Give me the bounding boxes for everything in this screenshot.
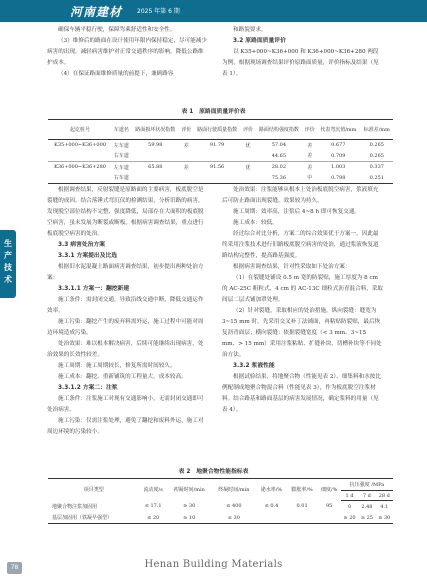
table1-row — [48, 140, 393, 151]
table1-cell: 57.04 — [271, 142, 287, 149]
page-number: 78 — [7, 562, 22, 574]
paragraph: 以 K35+000~K36+000 和 K36+000~K36+280 两段为例，根据现场调查结果评价原路面质量，评价指标及结果（见表 1）。 — [222, 49, 379, 77]
paragraph: 根据试验结果，将地聚合物（性能见表 2）、细集料和水按比例配制成地聚合物混合料（性能见表 3），作为板底脱空注浆材料。结合路基和路面基层的病害发展情况，确定浆料的用量（见表 4）。 — [222, 374, 381, 413]
table1-cell — [48, 151, 112, 162]
table1-cell: 91.56 — [192, 162, 241, 173]
table1-header: 路面损坏状况指数 — [131, 120, 180, 140]
paragraph: 处治效果：难以根本解决病害，后续可能继续出现病害，处治效果的长效性较差。 — [47, 341, 204, 358]
table1-cell — [180, 173, 192, 184]
table2-cell: ≥ 30 — [183, 503, 196, 510]
table2-row — [48, 501, 393, 513]
table2-age-header: 1 d — [341, 491, 358, 501]
table1-header: 车道名 — [112, 120, 131, 140]
table2-cell: 2.48 — [361, 503, 373, 510]
table1-row — [48, 162, 393, 173]
table2-cell: ≥ 10 — [167, 512, 212, 524]
table2-cell: ≤ 17.1 — [144, 503, 162, 510]
table2-caption: 表 2 地聚合物性能指标表 — [178, 469, 249, 475]
table1-header: 代表弯沉值/mm — [316, 120, 361, 140]
table1-cell: 差 — [304, 162, 316, 173]
table2-cell: 基层加固用（铁凝早强型） — [48, 512, 139, 524]
table1-cell: 1.003 — [316, 162, 361, 173]
table1-cell: 59.98 — [148, 142, 163, 149]
table1-header: 评价 — [304, 120, 316, 140]
table1-cell: 优 — [242, 162, 254, 173]
paragraph: 施工周期：施工周期较长，修复所需时间较久。 — [58, 363, 176, 369]
table1-cell — [242, 151, 254, 162]
table1-cell — [242, 173, 254, 184]
paragraph: 处治效果：注浆能够从根本上处治板底脱空病害，浆液填充后可防止路面出现裂缝，效果较为持久。 — [222, 187, 379, 204]
table1-cell: 差 — [307, 153, 313, 160]
table1-header: 评价 — [180, 120, 192, 140]
table2-row — [48, 512, 393, 524]
paragraph: （3）维修后的路面在设计使用年限内保持稳定，尽可能减少病害的出现，减轻病害维护对正常交通秩序的影响，降低公路维护成本。 — [47, 38, 207, 66]
table2-cell: 0 — [347, 503, 352, 510]
section-heading: 3.3.1 方案提出及比选 — [58, 253, 118, 259]
paragraph: （4）在保证路面维修质量的前提下，兼顾路容 — [58, 71, 174, 77]
table1-row — [48, 151, 393, 162]
journal-header — [0, 0, 427, 22]
table2-header: 流动度/s — [139, 479, 167, 501]
table2-cell: ≤ 30 — [212, 512, 257, 524]
side-tab-char: 产 — [4, 251, 12, 260]
table2 — [48, 478, 393, 524]
table2-cell: 4.1 — [380, 503, 389, 510]
table1-cell: 左车道 — [112, 162, 131, 173]
table1-caption: 表 1 原路面质量评价表 — [181, 109, 246, 115]
table1-cell: 44.65 — [271, 152, 287, 159]
table1-cell: 28.02 — [254, 162, 303, 173]
table2-header: 抗压强度 /MPa — [341, 479, 393, 491]
paragraph: 施工成本：翻挖、重新铺筑的工程量大，成本较高。 — [58, 374, 187, 380]
table2-cell: ≥ 25 — [358, 512, 375, 524]
table2-cell: 0.01 — [296, 503, 308, 510]
table2-cell: ≤ 20 — [139, 512, 167, 524]
section-heading: 3.3.2 浆液性能 — [233, 363, 275, 369]
table2-header: 项目类型 — [48, 479, 139, 501]
paragraph: （1）在裂缝处铺设 0.5 m 宽的防裂贴，施工厚度为 8 cm 的 AC-25C 粗粒式、4 cm 的 AC-13C 细粒式沥青混合料，采取间层二层式铺加罩处理。 — [222, 275, 383, 303]
table2-header: 初凝时间/min — [167, 479, 212, 501]
table1-row — [48, 173, 393, 184]
table1-cell: 中 — [304, 173, 316, 184]
paragraph: （2）针对裂缝，采取相应的处治措施。纵向裂缝：缝宽为 3~15 mm 时，先采用交叉补丁法铺面，再粘贴防裂贴，最后恢复沥青面层；横向裂缝：依据裂缝宽度（< 3 mm、3~15 mm、> 15 mm）采用注浆粘贴、扩缝补块、切槽补块等不同处治方法。 — [222, 308, 382, 358]
paragraph: 施工污染：翻挖产生的废弃料需外运，施工过程中可能对周边环境造成污染。 — [47, 319, 204, 336]
table1-cell: K36+000~K36+280 — [48, 162, 112, 173]
column-left-top — [47, 25, 209, 80]
table1-cell: 0.265 — [369, 152, 384, 159]
table2-cell — [317, 512, 340, 524]
side-tab-char: 生 — [4, 239, 12, 248]
table1-cell: 75.36 — [254, 173, 303, 184]
section-heading: 3.2 原路面质量评价 — [233, 38, 286, 44]
table1-cell: 0.265 — [369, 142, 384, 149]
table1-header: 路面行驶质量指数 — [192, 120, 241, 140]
table1-cell: 差 — [180, 162, 192, 173]
section-heading: 3.3 病害处治方案 — [58, 242, 106, 248]
table2-cell: ≥ 30 — [376, 512, 393, 524]
table2-header: 膨胀率/% — [287, 479, 318, 501]
side-tab-char: 术 — [4, 275, 12, 284]
table1-cell — [192, 151, 241, 162]
table1-cell: 0.709 — [331, 152, 346, 159]
table1-cell: 0.677 — [331, 142, 346, 149]
table2-cell: ≥ 20 — [341, 512, 358, 524]
table1-header: 起讫桩号 — [48, 120, 112, 140]
table2-age-header: 28 d — [376, 491, 393, 501]
paragraph: 施工条件：需封闭交通，导致沿线交通中断，降低交通运作效率。 — [47, 297, 204, 314]
paragraph: 施工周期：效率高，注浆后 4~8 h 即可恢复交通。 — [233, 209, 361, 215]
table1-cell: 91.79 — [209, 142, 225, 149]
paragraph: 施工污染：仅需注浆处理，避免了翻挖和废料外运，施工对周边环境的污染较小。 — [47, 418, 204, 435]
footer-journal-name: Henan Building Materials — [144, 559, 283, 570]
table1-header: 标准差/mm — [361, 120, 393, 140]
paragraph: 根据调查结果，反射裂缝是原路面的主要病害，板底脱空是裂缝的成因。结合落锤式弯沉仪的检测结果，分析旧路的病害，发现脱空部位结构不完整、强度降低，局部存在大面积的板底脱空病害，虽未发展为断裂或断板。根据病害调查结果，重点进行板底脱空病害的处治。 — [47, 187, 204, 237]
column-right-top — [222, 25, 384, 80]
table1-header: 路面结构强度指数 — [254, 120, 303, 140]
table1-cell — [131, 173, 180, 184]
table1-cell: 0.798 — [316, 173, 361, 184]
table1-cell: 差 — [183, 142, 189, 149]
column-left-body — [47, 185, 209, 438]
paragraph: 经过综合对比分析，方案二的综合效果优于方案一，因此最终采用注浆技术进行旧路板底脱空病害的处治，通过浆液恢复道路结构完整性，提高路基强度。 — [222, 231, 379, 259]
table1-cell: 优 — [245, 142, 251, 149]
journal-title: 河南建材 — [70, 5, 123, 19]
paragraph: 根据旧水泥混凝土路面病害调查结果，初步提出两种处治方案： — [47, 264, 204, 281]
table1-cell — [131, 151, 180, 162]
table2-cell: 地聚合物注浆加固用 — [52, 503, 98, 510]
table2-cell — [287, 512, 318, 524]
table1-cell: 右车道 — [113, 153, 129, 160]
table2-header: 泌水率/% — [256, 479, 287, 501]
table2-header: 细度/% — [317, 479, 340, 501]
table1-cell: 0.337 — [361, 162, 393, 173]
table1-cell: 左车道 — [113, 142, 129, 149]
paragraph: 施工条件：注浆施工对现有交通影响小，无需封闭交通即可处治病害。 — [47, 396, 204, 413]
table1-cell: 0.251 — [361, 173, 393, 184]
table2-age-header: 7 d — [358, 491, 375, 501]
section-heading: 3.3.1.1 方案一：翻挖新建 — [58, 286, 130, 292]
table2-cell: ≤ 400 — [226, 503, 242, 510]
issue-label: 2025 年第 6 期 — [137, 8, 180, 15]
table2-cell — [256, 512, 287, 524]
section-side-tab — [0, 230, 16, 298]
side-tab-char: 技 — [4, 263, 12, 272]
table2-cell: 95 — [325, 503, 333, 510]
table1-header: 评价 — [242, 120, 254, 140]
paragraph: 和路貌要求。 — [233, 27, 267, 33]
table1-cell: K35+000~K36+000 — [54, 142, 106, 149]
table1 — [48, 119, 393, 184]
section-heading: 3.3.1.2 方案二：注浆 — [58, 385, 118, 391]
table1-cell — [180, 151, 192, 162]
table1-cell: 右车道 — [112, 173, 131, 184]
column-right-body — [222, 185, 384, 416]
table1-cell — [192, 173, 241, 184]
table2-header: 终凝时间/min — [212, 479, 257, 501]
table1-cell — [48, 173, 112, 184]
table2-cell: ≤ 0.4 — [264, 503, 279, 510]
paragraph: 施工成本：较低。 — [233, 220, 278, 226]
paragraph: 根据病害调查结果，针对性采取如下处治方案： — [233, 264, 351, 270]
table1-cell: 65.88 — [131, 162, 180, 173]
table1-cell: 差 — [307, 142, 313, 149]
paragraph: 确保车辆平稳行驶，保障驾乘舒适性和安全性。 — [58, 27, 176, 33]
